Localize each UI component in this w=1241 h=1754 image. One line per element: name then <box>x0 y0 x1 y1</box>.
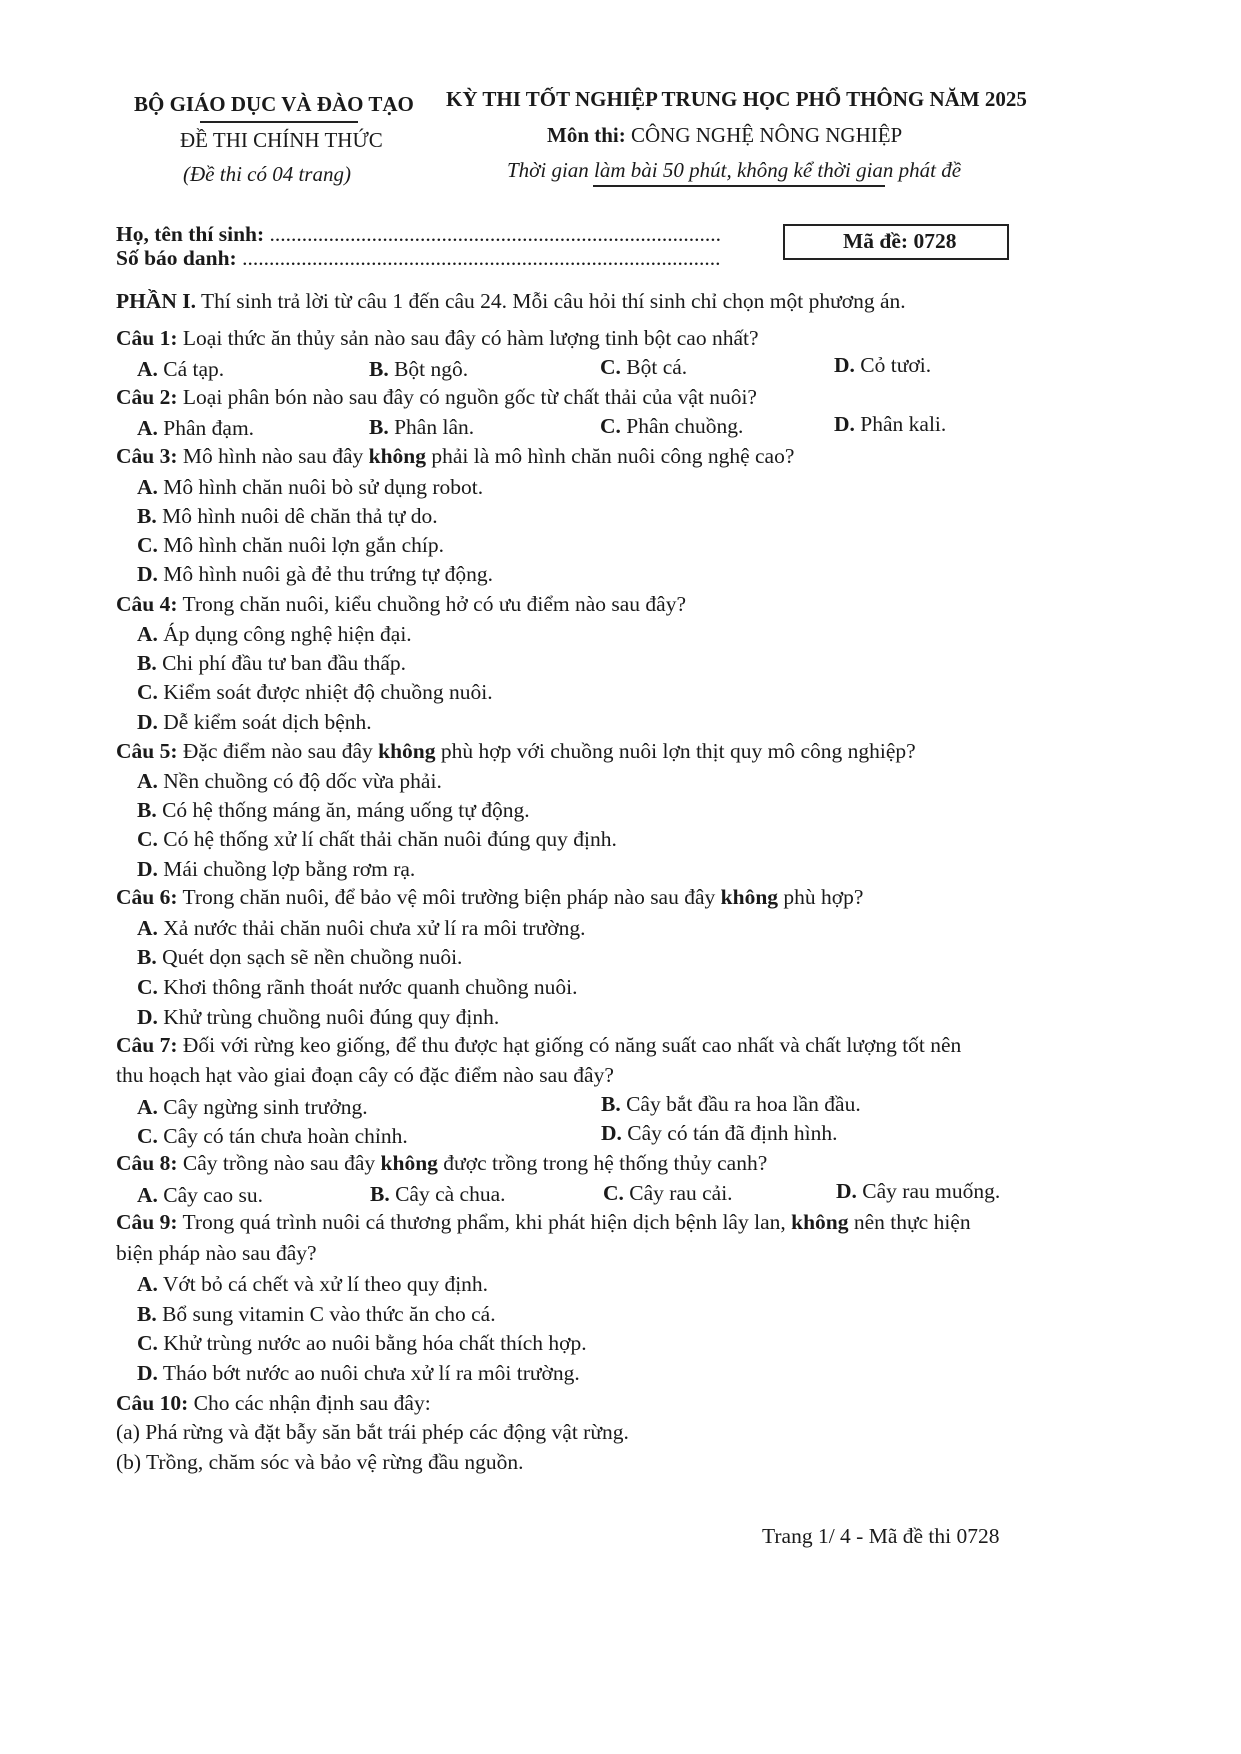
negation-word: không <box>368 444 426 468</box>
candidate-id-line <box>116 246 720 271</box>
option-letter: A. <box>137 1272 158 1296</box>
option-text: Khử trùng chuồng nuôi đúng quy định. <box>163 1005 500 1029</box>
option-text: Kiểm soát được nhiệt độ chuồng nuôi. <box>163 680 493 704</box>
option-text: Bổ sung vitamin C vào thức ăn cho cá. <box>162 1302 496 1326</box>
pages-note: (Đề thi có 04 trang) <box>183 162 351 186</box>
option-letter: A. <box>137 622 158 646</box>
option-text: Phân đạm. <box>163 416 255 440</box>
option-text: Cây có tán đã định hình. <box>627 1121 838 1145</box>
option-letter: A. <box>137 1095 158 1119</box>
option-letter: B. <box>137 504 157 528</box>
question-9-cont: biện pháp nào sau đây? <box>116 1241 317 1265</box>
option-text: Phân chuồng. <box>626 414 744 438</box>
option-letter: D. <box>137 1005 158 1029</box>
q9-option-a[interactable] <box>137 1272 488 1297</box>
question-label: Câu 2: <box>116 385 178 409</box>
q4-option-a[interactable] <box>137 622 412 647</box>
option-text: Xả nước thải chăn nuôi chưa xử lí ra môi trường. <box>163 916 586 940</box>
q1-option-a[interactable] <box>137 357 224 382</box>
option-text: Phân lân. <box>394 415 475 439</box>
question-text: Loại thức ăn thủy sản nào sau đây có hàm lượng tinh bột cao nhất? <box>177 326 759 350</box>
question-label: Câu 8: <box>116 1151 178 1175</box>
question-text: nên thực hiện <box>848 1210 971 1234</box>
option-letter: D. <box>137 562 158 586</box>
q2-option-b[interactable] <box>369 415 474 440</box>
q7-option-a[interactable] <box>137 1095 368 1120</box>
time-note: Thời gian làm bài 50 phút, không kể thời gian phát đề <box>507 158 962 182</box>
q6-option-d[interactable] <box>137 1005 499 1030</box>
q2-option-c[interactable] <box>600 414 743 439</box>
question-text: được trồng trong hệ thống thủy canh? <box>437 1151 768 1175</box>
q6-option-b[interactable] <box>137 945 462 970</box>
option-letter: C. <box>600 414 621 438</box>
q1-option-b[interactable] <box>369 357 468 382</box>
option-text: Áp dụng công nghệ hiện đại. <box>163 622 412 646</box>
question-7-cont: thu hoạch hạt vào giai đoạn cây có đặc điểm nào sau đây? <box>116 1063 614 1087</box>
negation-word: không <box>380 1151 438 1175</box>
option-letter: A. <box>137 916 158 940</box>
option-text: Có hệ thống xử lí chất thải chăn nuôi đúng quy định. <box>163 827 617 851</box>
option-text: Mô hình nuôi gà đẻ thu trứng tự động. <box>163 562 493 586</box>
option-text: Mái chuồng lợp bằng rơm rạ. <box>163 857 416 881</box>
option-letter: C. <box>600 355 621 379</box>
q3-option-c[interactable] <box>137 533 444 558</box>
part1-instruction <box>116 289 906 314</box>
option-text: Mô hình chăn nuôi lợn gắn chíp. <box>163 533 444 557</box>
q2-option-d[interactable] <box>834 412 946 437</box>
option-letter: B. <box>137 1302 157 1326</box>
question-label: Câu 3: <box>116 444 178 468</box>
option-text: Cỏ tươi. <box>860 353 932 377</box>
question-label: Câu 10: <box>116 1391 189 1415</box>
option-text: Phân kali. <box>860 412 947 436</box>
option-text: Cây ngừng sinh trưởng. <box>163 1095 368 1119</box>
negation-word: không <box>378 739 436 763</box>
option-text: Cây cao su. <box>163 1183 263 1207</box>
option-text: Bột cá. <box>626 355 688 379</box>
question-label: Câu 6: <box>116 885 178 909</box>
q8-option-b[interactable] <box>370 1182 506 1207</box>
option-letter: A. <box>137 416 158 440</box>
option-text: Khử trùng nước ao nuôi bằng hóa chất thích hợp. <box>163 1331 587 1355</box>
option-letter: D. <box>834 412 855 436</box>
candidate-name-dots: .................................................................................... <box>269 222 722 246</box>
option-text: Cây rau muống. <box>862 1179 1001 1203</box>
option-letter: C. <box>137 680 158 704</box>
q2-option-a[interactable] <box>137 416 254 441</box>
question-text: Trong quá trình nuôi cá thương phẩm, khi phát hiện dịch bệnh lây lan, <box>177 1210 792 1234</box>
option-letter: A. <box>137 357 158 381</box>
ministry-underline <box>200 121 358 123</box>
subject-label: Môn thi: <box>547 123 626 147</box>
q4-option-b[interactable] <box>137 651 406 676</box>
option-letter: D. <box>137 857 158 881</box>
question-text: Cây trồng nào sau đây <box>177 1151 381 1175</box>
q5-option-d[interactable] <box>137 857 415 882</box>
q10-statement-b: (b) Trồng, chăm sóc và bảo vệ rừng đầu nguồn. <box>116 1450 524 1474</box>
option-letter: B. <box>137 651 157 675</box>
option-text: Mô hình chăn nuôi bò sử dụng robot. <box>163 475 484 499</box>
option-text: Bột ngô. <box>394 357 469 381</box>
candidate-name-label: Họ, tên thí sinh: <box>116 222 265 246</box>
option-text: Cá tạp. <box>163 357 225 381</box>
part1-label: PHẦN I. <box>116 289 197 313</box>
option-letter: A. <box>137 769 158 793</box>
candidate-id-dots: ......................................................................................... <box>242 246 721 270</box>
option-letter: B. <box>370 1182 390 1206</box>
option-text: Cây cà chua. <box>395 1182 506 1206</box>
question-label: Câu 7: <box>116 1033 178 1057</box>
q8-option-a[interactable] <box>137 1183 263 1208</box>
option-text: Mô hình nuôi dê chăn thả tự do. <box>162 504 438 528</box>
option-letter: D. <box>601 1121 622 1145</box>
question-4 <box>116 592 686 617</box>
time-underline <box>593 185 885 187</box>
q9-option-d[interactable] <box>137 1361 580 1386</box>
question-5 <box>116 739 916 764</box>
q10-statement-a: (a) Phá rừng và đặt bẫy săn bắt trái phép các động vật rừng. <box>116 1420 629 1444</box>
q8-option-d[interactable] <box>836 1179 1000 1204</box>
official-label: ĐỀ THI CHÍNH THỨC <box>180 128 383 152</box>
candidate-id-label: Số báo danh: <box>116 246 237 270</box>
option-text: Chi phí đầu tư ban đầu thấp. <box>162 651 407 675</box>
question-text: Loại phân bón nào sau đây có nguồn gốc từ chất thải của vật nuôi? <box>177 385 757 409</box>
question-8 <box>116 1151 767 1176</box>
option-letter: D. <box>137 710 158 734</box>
q9-option-b[interactable] <box>137 1302 496 1327</box>
question-7 <box>116 1033 961 1058</box>
q8-option-c[interactable] <box>603 1181 733 1206</box>
q7-option-c[interactable] <box>137 1124 408 1149</box>
option-letter: D. <box>836 1179 857 1203</box>
option-letter: B. <box>601 1092 621 1116</box>
option-letter: B. <box>137 945 157 969</box>
option-letter: C. <box>137 975 158 999</box>
question-3 <box>116 444 794 469</box>
subject-name: CÔNG NGHỆ NÔNG NGHIỆP <box>631 123 903 147</box>
option-text: Tháo bớt nước ao nuôi chưa xử lí ra môi trường. <box>162 1361 580 1385</box>
option-text: Nền chuồng có độ dốc vừa phải. <box>163 769 442 793</box>
question-text: Trong chăn nuôi, kiểu chuồng hở có ưu điểm nào sau đây? <box>177 592 687 616</box>
option-text: Có hệ thống máng ăn, máng uống tự động. <box>162 798 530 822</box>
option-letter: B. <box>369 415 389 439</box>
option-letter: D. <box>137 1361 158 1385</box>
question-text: Đặc điểm nào sau đây <box>177 739 379 763</box>
option-letter: C. <box>137 1124 158 1148</box>
q4-option-c[interactable] <box>137 680 493 705</box>
q1-option-d[interactable] <box>834 353 931 378</box>
question-text: phù hợp với chuồng nuôi lợn thịt quy mô công nghiệp? <box>435 739 916 763</box>
q3-option-d[interactable] <box>137 562 493 587</box>
question-label: Câu 9: <box>116 1210 178 1234</box>
question-label: Câu 4: <box>116 592 178 616</box>
option-text: Vớt bỏ cá chết và xử lí theo quy định. <box>162 1272 489 1296</box>
question-label: Câu 1: <box>116 326 178 350</box>
option-letter: B. <box>137 798 157 822</box>
question-6 <box>116 885 863 910</box>
subject-line <box>547 123 902 148</box>
question-text: phù hợp? <box>778 885 864 909</box>
negation-word: không <box>791 1210 849 1234</box>
candidate-name-line <box>116 222 721 247</box>
option-letter: C. <box>137 1331 158 1355</box>
option-text: Cây bắt đầu ra hoa lần đầu. <box>626 1092 861 1116</box>
question-text: Cho các nhận định sau đây: <box>188 1391 431 1415</box>
q3-option-b[interactable] <box>137 504 438 529</box>
option-letter: A. <box>137 1183 158 1207</box>
option-letter: C. <box>603 1181 624 1205</box>
q6-option-a[interactable] <box>137 916 585 941</box>
option-letter: D. <box>834 353 855 377</box>
negation-word: không <box>720 885 779 909</box>
option-letter: B. <box>369 357 389 381</box>
question-10 <box>116 1391 431 1416</box>
q5-option-a[interactable] <box>137 769 442 794</box>
option-letter: C. <box>137 827 158 851</box>
option-text: Dễ kiểm soát dịch bệnh. <box>163 710 372 734</box>
exam-title: KỲ THI TỐT NGHIỆP TRUNG HỌC PHỔ THÔNG NĂM 2025 <box>446 87 1027 111</box>
question-label: Câu 5: <box>116 739 178 763</box>
q1-option-c[interactable] <box>600 355 687 380</box>
option-letter: A. <box>137 475 158 499</box>
q7-option-d[interactable] <box>601 1121 837 1146</box>
page-footer: Trang 1/ 4 - Mã đề thi 0728 <box>762 1524 1000 1548</box>
q3-option-a[interactable] <box>137 475 483 500</box>
question-text: phải là mô hình chăn nuôi công nghệ cao? <box>426 444 795 468</box>
q4-option-d[interactable] <box>137 710 372 735</box>
q5-option-c[interactable] <box>137 827 617 852</box>
question-text: Trong chăn nuôi, để bảo vệ môi trường biện pháp nào sau đây <box>177 885 721 909</box>
question-9 <box>116 1210 971 1235</box>
q9-option-c[interactable] <box>137 1331 587 1356</box>
question-text: Đối với rừng keo giống, để thu được hạt giống có năng suất cao nhất và chất lượng tốt nên <box>177 1033 962 1057</box>
question-2 <box>116 385 757 410</box>
part1-text: Thí sinh trả lời từ câu 1 đến câu 24. Mỗi câu hỏi thí sinh chỉ chọn một phương án. <box>196 289 906 313</box>
option-text: Quét dọn sạch sẽ nền chuồng nuôi. <box>162 945 463 969</box>
option-letter: C. <box>137 533 158 557</box>
ministry-name: BỘ GIÁO DỤC VÀ ĐÀO TẠO <box>134 92 414 116</box>
exam-code: Mã đề: 0728 <box>843 229 957 253</box>
q6-option-c[interactable] <box>137 975 577 1000</box>
question-1 <box>116 326 759 351</box>
option-text: Cây có tán chưa hoàn chỉnh. <box>163 1124 408 1148</box>
option-text: Khơi thông rãnh thoát nước quanh chuồng nuôi. <box>163 975 578 999</box>
option-text: Cây rau cải. <box>629 1181 733 1205</box>
q7-option-b[interactable] <box>601 1092 861 1117</box>
q5-option-b[interactable] <box>137 798 530 823</box>
question-text: Mô hình nào sau đây <box>177 444 369 468</box>
